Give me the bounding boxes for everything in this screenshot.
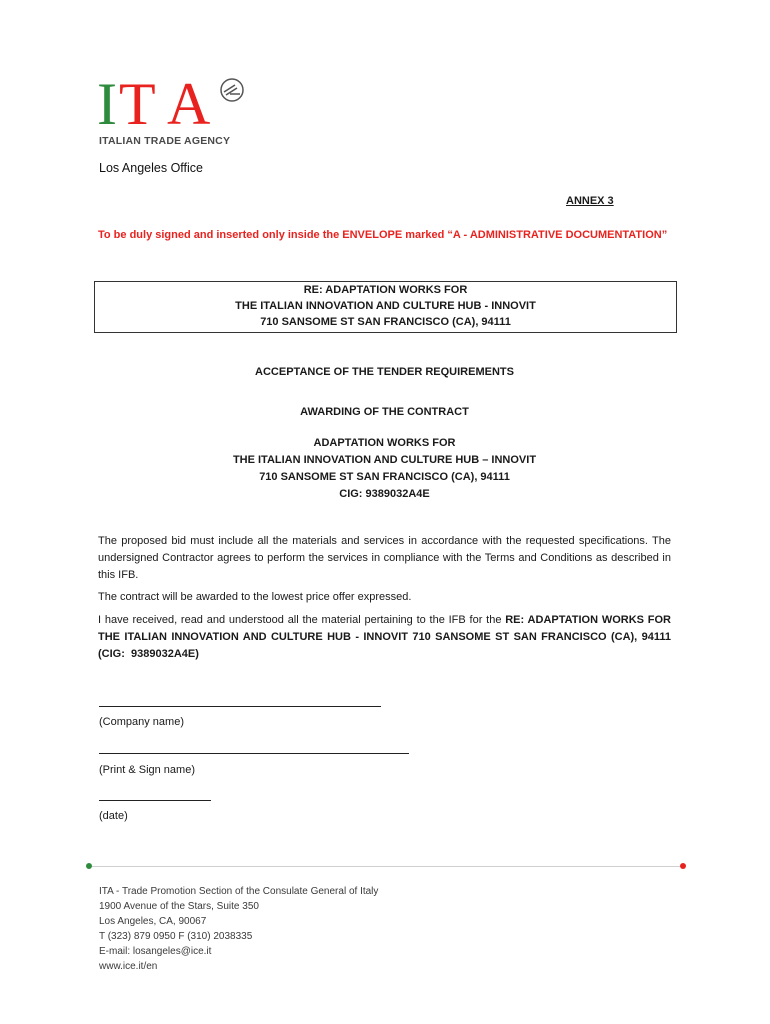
paragraph-acknowledgement xyxy=(98,612,671,663)
acceptance-heading: ACCEPTANCE OF THE TENDER REQUIREMENTS xyxy=(255,366,514,378)
footer-line-4: T (323) 879 0950 F (310) 2038335 xyxy=(99,931,253,942)
acknowledgement-text: I have received, read and understood all the material pertaining to the IFB for the xyxy=(98,614,506,626)
annex-label: ANNEX 3 xyxy=(566,195,614,207)
awarding-heading: AWARDING OF THE CONTRACT xyxy=(300,406,469,418)
re-line-3: 710 SANSOME ST SAN FRANCISCO (CA), 94111 xyxy=(260,316,511,328)
logo-emblem-icon xyxy=(221,79,243,101)
acknowledgement-subject: RE: ADAPTATION WORKS FOR THE ITALIAN INNOVATION AND CULTURE HUB - INNOVIT 710 SANSOME ST SAN FRANCISCO (CA), 94111 (CIG: 9389032A4E) xyxy=(98,614,671,660)
ita-logo-graphic xyxy=(97,72,257,132)
date-label: (date) xyxy=(99,810,128,822)
paragraph-bid: The proposed bid must include all the materials and services in accordance with the requested specifications. The undersigned Contractor agrees to perform the services in compliance with the Terms and Conditions as described in this IFB. xyxy=(98,535,671,581)
agency-name: ITALIAN TRADE AGENCY xyxy=(99,135,231,147)
logo-arrow-icon xyxy=(224,85,240,95)
re-box xyxy=(94,281,677,333)
footer-website[interactable]: www.ice.it/en xyxy=(99,961,158,972)
footer-line-1: ITA - Trade Promotion Section of the Consulate General of Italy xyxy=(99,886,379,897)
footer-email[interactable]: E-mail: losangeles@ice.it xyxy=(99,946,212,957)
works-heading-1: ADAPTATION WORKS FOR xyxy=(313,437,456,449)
works-heading-3: 710 SANSOME ST SAN FRANCISCO (CA), 94111 xyxy=(259,471,510,483)
footer-red-dot xyxy=(680,863,686,869)
footer-divider xyxy=(92,866,680,867)
logo-letter-a: A xyxy=(167,72,211,132)
print-sign-label: (Print & Sign name) xyxy=(99,764,195,776)
works-heading-2: THE ITALIAN INNOVATION AND CULTURE HUB – INNOVIT xyxy=(232,454,537,466)
date-line xyxy=(99,800,211,801)
footer-line-3: Los Angeles, CA, 90067 xyxy=(99,916,207,927)
office-name: Los Angeles Office xyxy=(99,161,204,175)
cig-heading: CIG: 9389032A4E xyxy=(339,488,430,500)
envelope-instruction: To be duly signed and inserted only inside the ENVELOPE marked “A - ADMINISTRATIVE DOCUMENTATION” xyxy=(98,229,668,241)
re-line-2: THE ITALIAN INNOVATION AND CULTURE HUB - INNOVIT xyxy=(235,300,536,312)
ita-logo xyxy=(97,72,257,132)
print-sign-line xyxy=(99,753,409,754)
company-name-label: (Company name) xyxy=(99,716,184,728)
logo-letter-i: I xyxy=(97,72,117,132)
company-signature-line xyxy=(99,706,381,707)
logo-letter-t: T xyxy=(119,72,156,132)
footer-line-2: 1900 Avenue of the Stars, Suite 350 xyxy=(99,901,259,912)
re-line-1: RE: ADAPTATION WORKS FOR xyxy=(303,284,468,296)
paragraph-award: The contract will be awarded to the lowest price offer expressed. xyxy=(98,591,412,603)
